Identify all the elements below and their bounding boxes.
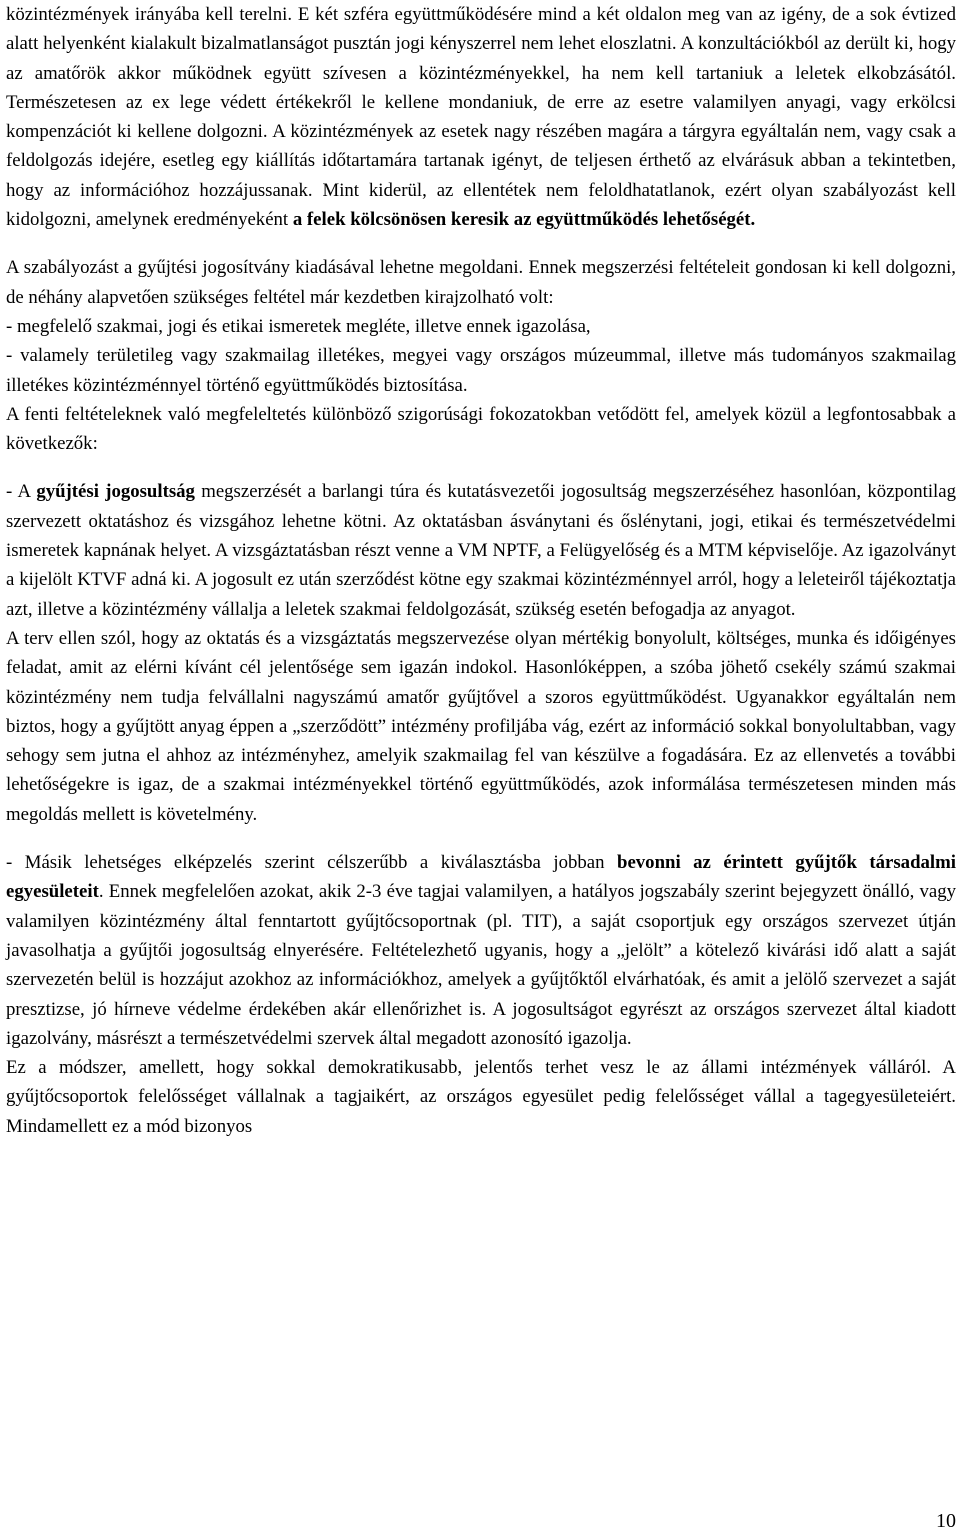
text-run: A fenti feltételeknek való megfeleltetés különböző szigorúsági fokozatokban vetődött fel, amelyek közül a legfontosabbak a következők: <box>6 403 956 455</box>
text-run: - Másik lehetséges elképzelés szerint célszerűbb a kiválasztásba jobban <box>6 852 617 874</box>
list-item-institution <box>6 341 956 400</box>
page-number: 10 <box>936 1510 956 1532</box>
text-run: - megfelelő szakmai, jogi és etikai ismeretek megléte, illetve ennek igazolása, <box>6 315 591 337</box>
text-run: - valamely területileg vagy szakmailag illetékes, megyei vagy országos múzeummal, illetve más tudományos szakmailag illetékes közintézménnyel történő együttműködés biztosítása. <box>6 345 956 396</box>
paragraph-method <box>6 1053 956 1141</box>
text-run: Ez a módszer, amellett, hogy sokkal demokratikusabb, jelentős terhet vesz le az állami intézmények válláról. A gyűjtőcsoportok felelősséget vállalnak a tagjaikért, az országos egyesület pedig felelősséget vállal a tagegyesületeiért. Mindamellett ez a mód bizonyos <box>6 1057 956 1137</box>
document-body <box>6 0 956 1141</box>
paragraph-cooperation <box>6 0 956 234</box>
text-run: - A <box>6 481 37 503</box>
list-item-collecting-right <box>6 477 956 623</box>
paragraph-licensing <box>6 253 956 312</box>
text-run: közintézmények irányába kell terelni. E két szféra együttműködésére mind a két oldalon meg van az igény, de a sok évtized alatt helyenként kialakult bizalmatlanságot pusztán jogi kényszerrel nem lehet eloszlatni. A konzultációkból az derült ki, hogy az amatőrök akkor működnek együtt szívesen a közintézményekkel, ha nem kell tartaniuk a leletek elkobzásától. Természetesen az ex lege védett értékekről le kellene mondaniuk, de erre az esetre valamilyen anyagi, vagy erkölcsi kompenzációt ki kellene dolgozni. A közintézmények az esetek nagy részében magára a tárgyra egyáltalán nem, vagy csak a feldolgozás idejére, esetleg egy kiállítás időtartamára tartanak igényt, de teljesen érthető az elvárásuk abban a tekintetben, hogy az információhoz hozzájussanak. Mint kiderül, az ellentétek nem feloldhatatlanok, ezért olyan szabályozást kell kidolgozni, amelynek eredményeként <box>6 4 956 231</box>
paragraph-objections <box>6 624 956 829</box>
emphasis-run: gyűjtési jogosultság <box>36 481 195 503</box>
text-run: A szabályozást a gyűjtési jogosítvány kiadásával lehetne megoldani. Ennek megszerzési feltételeit gondosan ki kell dolgozni, de néhány alapvetően szükséges feltétel már kezdetben kirajzolható volt: <box>6 257 956 308</box>
text-run: . Ennek megfelelően azokat, akik 2-3 éve tagjai valamilyen, a hatályos jogszabály szerint bejegyzett önálló, vagy valamilyen közintézmény által fenntartott gyűjtőcsoportnak (pl. TIT), a saját csoportjuk egy országos szervezet útján javasolhatja a gyűjtői jogosultság elnyerésére. Feltételezhető ugyanis, hogy a „jelölt” a kötelező kivárási idő alatt a saját szervezetén belül is hozzájut azokhoz az információkhoz, amelyek a gyűjtőktől elvárhatóak, és amit a jelölő szervezet a saját presztizse, jó hírneve védelme érdekében akár ellenőrizhet is. A jogosultságot egyrészt az országos szervezet által kiadott igazolvány, másrészt a természetvédelmi szervek által megadott azonosító igazolja. <box>6 881 956 1049</box>
emphasis-run: a felek kölcsönösen keresik az együttműködés lehetőségét. <box>292 209 756 231</box>
paragraph-conditions <box>6 400 956 459</box>
list-item-societies <box>6 848 956 1053</box>
list-item-knowledge <box>6 312 956 341</box>
emphasis-run: bevonni az érintett gyűjtők társadalmi egyesületeit <box>6 852 956 903</box>
text-run: A terv ellen szól, hogy az oktatás és a vizsgáztatás megszervezése olyan mértékig bonyolult, költséges, munka és időigényes feladat, amit az elérni kívánt cél jelentősége sem igazán indokol. Hasonlóképpen, a szóba jöhető csekély számú szakmai közintézmény nem tudja felvállalni nagyszámú amatőr gyűjtővel a szoros együttműködést. Ugyanakkor egyáltalán nem biztos, hogy a gyűjtött anyag éppen a „szerződött” intézmény profiljába vág, ezért az információ sokkal bonyolultabban, vagy sehogy sem jutna el ahhoz az intézményhez, amelyik szakmailag fel van készülve a fogadására. Ez az ellenvetés a további lehetőségekre is igaz, de a szakmai intézményekkel történő együttműködés, azok informálása természetesen minden más megoldás mellett is követelmény. <box>6 627 956 825</box>
text-run: megszerzését a barlangi túra és kutatásvezetői jogosultság megszerzéséhez hasonlóan, központilag szervezett oktatáshoz és vizsgához lehetne kötni. Az oktatásban ásványtani és őslénytani, jogi, etikai és természetvédelmi ismeretek kapnának helyet. A vizsgáztatásban részt venne a VM NPTF, a Felügyelőség és a MTM képviselője. Az igazolványt a kijelölt KTVF adná ki. A jogosult ez után szerződést kötne egy szakmai közintézménnyel arról, hogy a leleteiről tájékoztatja azt, illetve a közintézmény vállalja a leletek szakmai feldolgozását, szükség esetén befogadja az anyagot. <box>6 481 956 620</box>
